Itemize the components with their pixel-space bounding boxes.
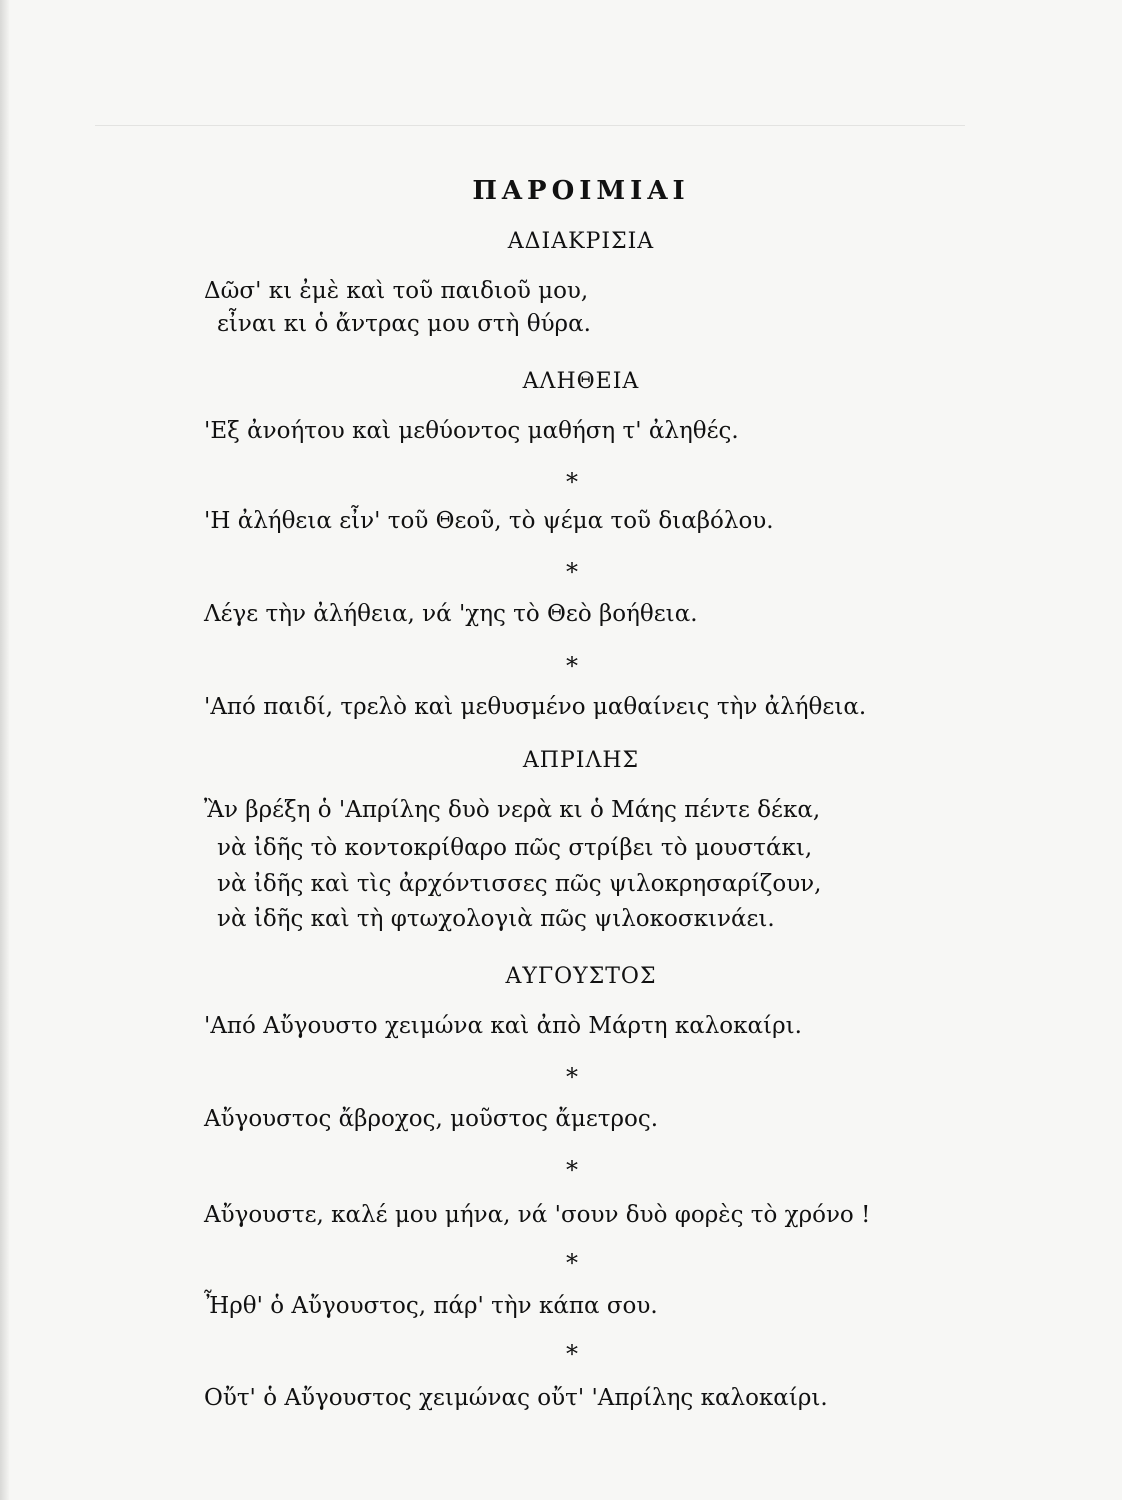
verse-line: Δῶσ' κι ἐμὲ καὶ τοῦ παιδιοῦ μου, [204,278,589,304]
separator-star: * [566,1063,578,1091]
section-heading: ΑΥΓΟΥΣΤΟΣ [505,964,657,989]
page-title: ΠΑΡΟΙΜΙΑΙ [472,176,690,206]
proverb: 'Εξ ἀνοήτου καὶ μεθύοντος μαθήση τ' ἀληθές. [204,418,739,444]
verse-line: εἶναι κι ὁ ἄντρας μου στὴ θύρα. [217,311,591,337]
section-heading: ΑΛΗΘΕΙΑ [522,369,640,394]
separator-star: * [566,1249,578,1277]
separator-star: * [566,1156,578,1184]
show-through-rule [95,125,965,126]
proverb: 'Από Αὔγουστο χειμώνα καὶ ἀπὸ Μάρτη καλοκαίρι. [204,1013,802,1039]
proverb: Αὔγουστος ἄβροχος, μοῦστος ἄμετρος. [204,1106,659,1132]
separator-star: * [566,558,578,586]
section-heading: ΑΠΡΙΛΗΣ [522,748,640,773]
verse-line: νὰ ἰδῆς καὶ τὶς ἀρχόντισσες πῶς ψιλοκρησαρίζουν, [217,871,822,897]
separator-star: * [566,1340,578,1368]
section-heading: ΑΔΙΑΚΡΙΣΙΑ [507,229,655,254]
separator-star: * [566,468,578,496]
proverb: Ἦρθ' ὁ Αὔγουστος, πάρ' τὴν κάπα σου. [204,1293,658,1319]
proverb: Λέγε τὴν ἀλήθεια, νά 'χης τὸ Θεὸ βοήθεια. [204,601,698,627]
proverb: 'Από παιδί, τρελὸ καὶ μεθυσμένο μαθαίνεις τὴν ἀλήθεια. [204,694,867,720]
separator-star: * [566,652,578,680]
verse-line: νὰ ἰδῆς καὶ τὴ φτωχολογιὰ πῶς ψιλοκοσκινάει. [217,906,775,932]
proverb: 'Η ἀλήθεια εἶν' τοῦ Θεοῦ, τὸ ψέμα τοῦ διαβόλου. [204,508,774,534]
proverb: Αὔγουστε, καλέ μου μήνα, νά 'σουν δυὸ φορὲς τὸ χρόνο ! [204,1202,871,1228]
verse-line: Ἂν βρέξη ὁ 'Απρίλης δυὸ νερὰ κι ὁ Μάης πέντε δέκα, [204,797,821,823]
verse-line: νὰ ἰδῆς τὸ κοντοκρίθαρο πῶς στρίβει τὸ μουστάκι, [217,835,813,861]
proverb: Οὔτ' ὁ Αὔγουστος χειμώνας οὔτ' 'Απρίλης καλοκαίρι. [204,1385,828,1411]
